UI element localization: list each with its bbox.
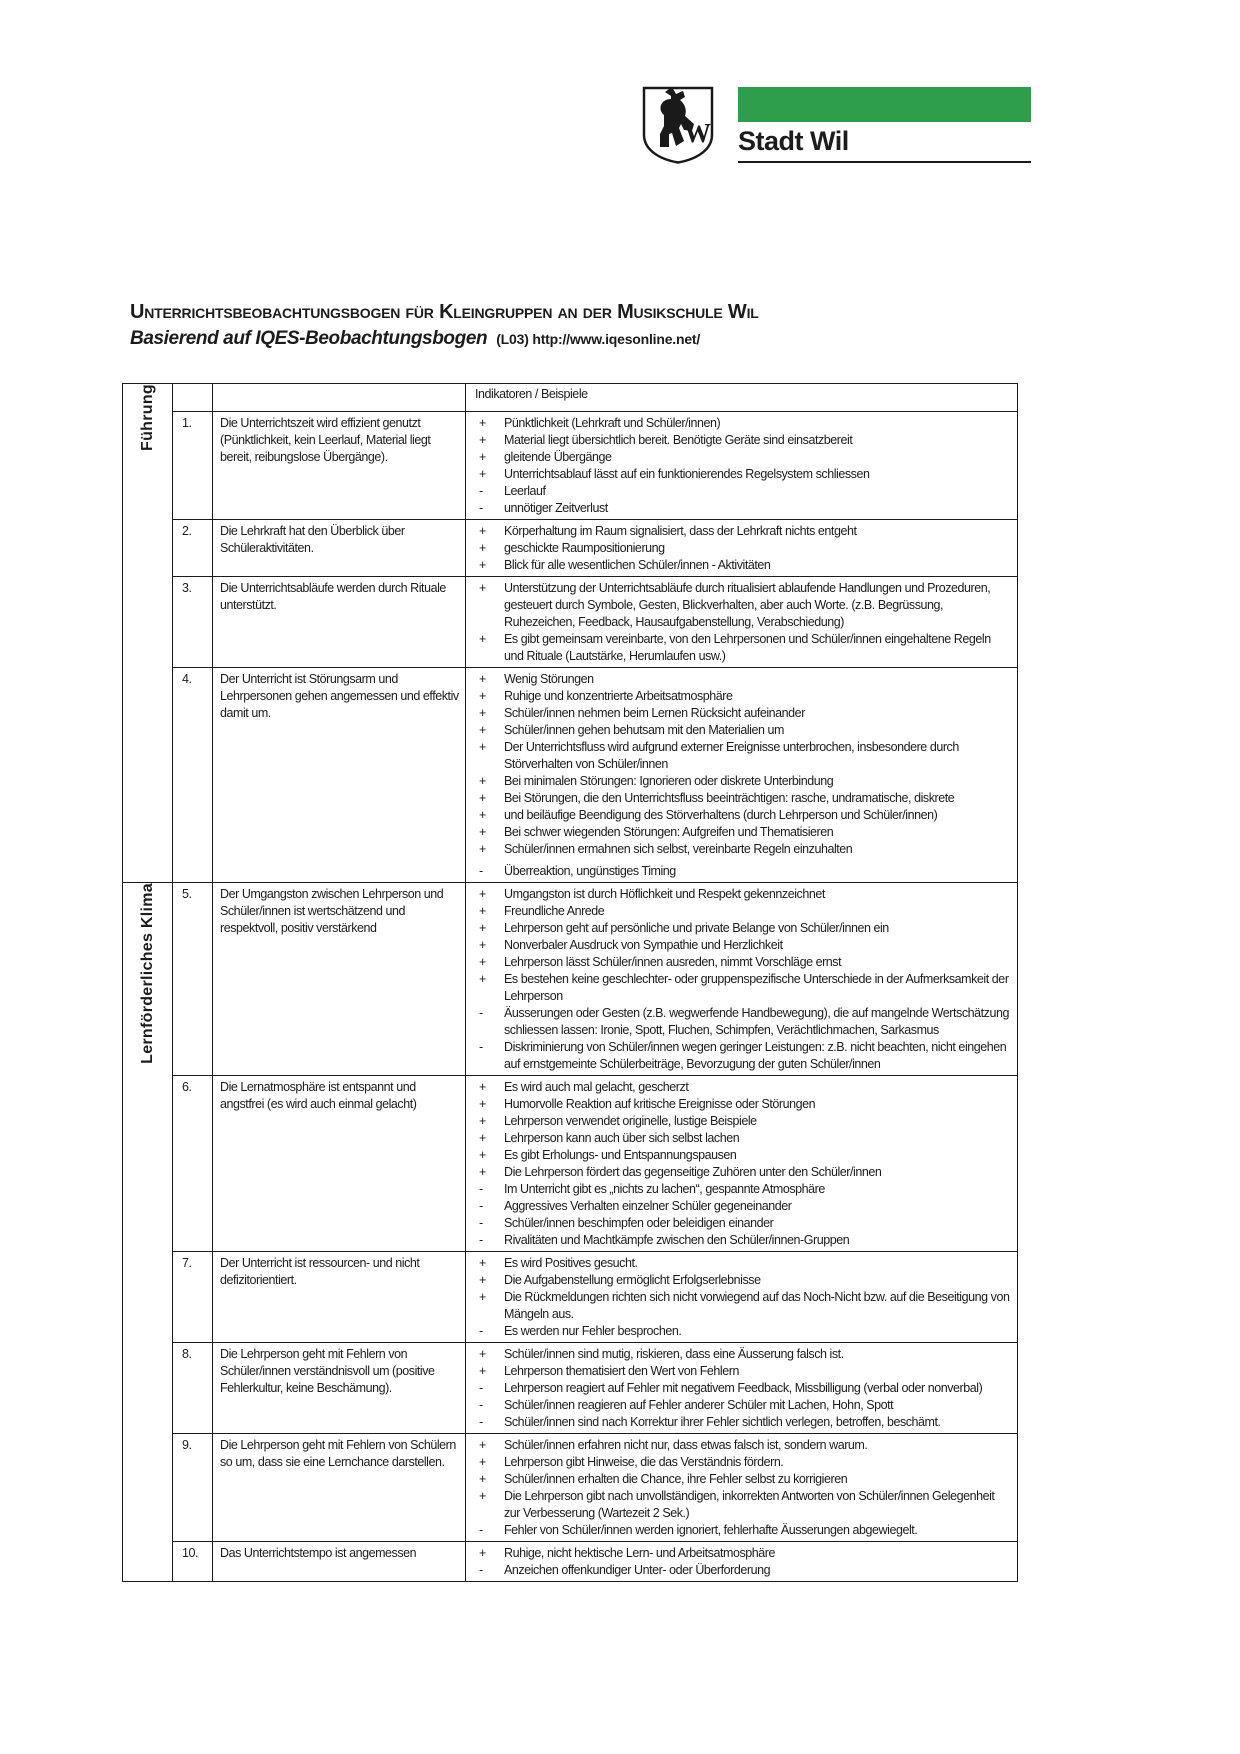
indicators-cell (466, 668, 1018, 883)
indicator-text: Bei minimalen Störungen: Ignorieren oder diskrete Unterbindung (504, 773, 834, 788)
indicator-text: Leerlauf (504, 483, 546, 498)
indicator-text: Lehrperson lässt Schüler/innen ausreden, nimmt Vorschläge ernst (504, 954, 842, 969)
indicator-sign: + (479, 773, 486, 788)
indicator-sign: + (479, 739, 486, 754)
indicator-text: Umgangston ist durch Höflichkeit und Respekt gekennzeichnet (504, 886, 825, 901)
indicator-text: geschickte Raumpositionierung (504, 540, 665, 555)
criterion-row (123, 1542, 1018, 1582)
indicator-sign: + (479, 415, 486, 430)
indicator-item (466, 466, 1013, 483)
indicator-text: Humorvolle Reaktion auf kritische Ereignisse oder Störungen (504, 1096, 816, 1111)
indicator-text: Überreaktion, ungünstiges Timing (504, 863, 676, 878)
indicator-item (466, 483, 1013, 500)
indicators-cell (466, 883, 1018, 1076)
indicator-sign: + (479, 824, 486, 839)
indicator-item (466, 449, 1013, 466)
indicator-item (466, 1079, 1013, 1096)
indicator-text: Körperhaltung im Raum signalisiert, dass der Lehrkraft nichts entgeht (504, 523, 857, 538)
indicator-sign: + (479, 1454, 486, 1469)
indicator-item (466, 920, 1013, 937)
indicator-sign: + (479, 1164, 486, 1179)
indicator-sign: - (479, 1323, 483, 1338)
indicator-item (466, 1522, 1013, 1539)
header-accent-bar (738, 87, 1031, 122)
indicators-cell (466, 577, 1018, 668)
indicator-text: Es gibt gemeinsam vereinbarte, von den Lehrpersonen und Schüler/innen eingehaltene Regeln und Rituale (Lautstärke, Herumlaufen usw.) (504, 631, 991, 663)
indicator-sign: - (479, 1522, 483, 1537)
indicators-header-row (123, 384, 1018, 412)
criterion-text: Die Lehrperson geht mit Fehlern von Schüler/innen verständnisvoll um (positive Fehlerkultur, keine Beschämung). (213, 1343, 466, 1434)
observation-table-fuehrung (122, 383, 1018, 883)
indicator-text: Unterrichtsablauf lässt auf ein funktionierendes Regelsystem schliessen (504, 466, 870, 481)
indicator-sign: + (479, 688, 486, 703)
indicator-item (466, 1215, 1013, 1232)
indicator-text: Freundliche Anrede (504, 903, 605, 918)
indicator-text: Anzeichen offenkundiger Unter- oder Überforderung (504, 1562, 771, 1577)
indicator-text: Nonverbaler Ausdruck von Sympathie und Herzlichkeit (504, 937, 783, 952)
indicator-item (466, 557, 1013, 574)
indicator-sign: - (479, 1181, 483, 1196)
indicator-item (466, 1488, 1013, 1522)
category-cell (123, 384, 173, 883)
indicator-sign: + (479, 1289, 486, 1304)
indicator-text: Pünktlichkeit (Lehrkraft und Schüler/innen) (504, 415, 721, 430)
indicator-item (466, 1130, 1013, 1147)
indicator-text: Die Lehrperson gibt nach unvollständigen, inkorrekten Antworten von Schüler/innen Gelegenheit zur Verbesserung (Wartezeit 2 Sek.) (504, 1488, 995, 1520)
criterion-number: 9. (173, 1434, 213, 1542)
indicator-sign: + (479, 1113, 486, 1128)
indicator-item (466, 1397, 1013, 1414)
indicator-sign: - (479, 1198, 483, 1213)
indicator-text: Die Rückmeldungen richten sich nicht vorwiegend auf das Noch-Nicht bzw. auf die Beseitigung von Mängeln aus. (504, 1289, 1010, 1321)
indicators-cell (466, 1076, 1018, 1252)
indicator-sign: + (479, 1346, 486, 1361)
indicator-text: Unterstützung der Unterrichtsabläufe durch ritualisiert ablaufende Handlungen und Prozeduren, gesteuert durch Symbole, Gesten, Blickverhalten, aber auch Worte. (z.B. Begrüssung, Ruhezeichen, Feedback, Hausaufgabenstellung, Verabschiedung) (504, 580, 991, 629)
indicator-text: Material liegt übersichtlich bereit. Benötigte Geräte sind einsatzbereit (504, 432, 853, 447)
empty-header-cell (213, 384, 466, 412)
empty-header-cell (173, 384, 213, 412)
indicator-text: Es bestehen keine geschlechter- oder gruppenspezifische Unterschiede in der Aufmerksamkeit der Lehrperson (504, 971, 1009, 1003)
indicator-text: Bei schwer wiegenden Störungen: Aufgreifen und Thematisieren (504, 824, 834, 839)
indicator-item (466, 1005, 1013, 1039)
indicator-sign: - (479, 1562, 483, 1577)
indicator-sign: - (479, 1380, 483, 1395)
criterion-number: 4. (173, 668, 213, 883)
indicator-item (466, 540, 1013, 557)
indicator-item (466, 523, 1013, 540)
indicators-cell (466, 1343, 1018, 1434)
indicator-text: Äusserungen oder Gesten (z.B. wegwerfende Handbewegung), die auf mangelnde Wertschätzung schliessen lassen: Ironie, Spott, Fluchen, Schimpfen, Verächtlichmachen, Sarkasmus (504, 1005, 1009, 1037)
indicator-text: Es gibt Erholungs- und Entspannungspausen (504, 1147, 737, 1162)
indicator-item (466, 824, 1013, 841)
indicator-text: Lehrperson kann auch über sich selbst lachen (504, 1130, 740, 1145)
stadt-wil-coat-of-arms-icon (640, 85, 716, 165)
criterion-text: Das Unterrichtstempo ist angemessen (213, 1542, 466, 1582)
indicator-item (466, 841, 1013, 858)
indicator-sign: - (479, 1397, 483, 1412)
indicator-text: Lehrperson reagiert auf Fehler mit negativem Feedback, Missbilligung (verbal oder nonverbal) (504, 1380, 983, 1395)
indicator-item (466, 1454, 1013, 1471)
criterion-text: Die Lehrkraft hat den Überblick über Schüleraktivitäten. (213, 520, 466, 577)
indicator-sign: + (479, 1363, 486, 1378)
category-label: Lernförderliches Klima (139, 883, 156, 1064)
indicator-sign: + (479, 807, 486, 822)
indicator-item (466, 886, 1013, 903)
indicator-item (466, 1039, 1013, 1073)
indicator-text: Schüler/innen reagieren auf Fehler anderer Schüler mit Lachen, Hohn, Spott (504, 1397, 894, 1412)
indicator-sign: + (479, 449, 486, 464)
indicator-sign: - (479, 1414, 483, 1429)
indicator-item (466, 1437, 1013, 1454)
indicator-item (466, 863, 1013, 880)
indicator-text: Blick für alle wesentlichen Schüler/innen - Aktivitäten (504, 557, 771, 572)
indicator-item (466, 1289, 1013, 1323)
indicator-item (466, 954, 1013, 971)
indicator-item (466, 1232, 1013, 1249)
criterion-number: 3. (173, 577, 213, 668)
indicator-sign: + (479, 841, 486, 856)
indicator-text: Der Unterrichtsfluss wird aufgrund externer Ereignisse unterbrochen, insbesondere durch Störverhalten von Schüler/innen (504, 739, 959, 771)
category-label: Führung (139, 384, 156, 451)
indicator-text: Es werden nur Fehler besprochen. (504, 1323, 682, 1338)
indicators-cell (466, 412, 1018, 520)
indicator-item (466, 790, 1013, 807)
indicator-item (466, 1255, 1013, 1272)
indicators-cell (466, 1542, 1018, 1582)
indicator-sign: + (479, 671, 486, 686)
indicator-sign: - (479, 1039, 483, 1054)
observation-table-lernfoerderliches-klima (122, 882, 1018, 1582)
indicator-sign: - (479, 1215, 483, 1230)
indicator-text: Lehrperson thematisiert den Wert von Fehlern (504, 1363, 739, 1378)
indicator-sign: + (479, 1545, 486, 1560)
criterion-row (123, 1434, 1018, 1542)
criterion-number: 1. (173, 412, 213, 520)
page-title: Unterrichtsbeobachtungsbogen für Kleingruppen an der Musikschule Wil (130, 301, 759, 323)
indicator-text: Fehler von Schüler/innen werden ignoriert, fehlerhafte Äusserungen abgewiegelt. (504, 1522, 918, 1537)
indicator-item (466, 580, 1013, 631)
criterion-text: Der Unterricht ist ressourcen- und nicht defizitorientiert. (213, 1252, 466, 1343)
indicator-sign: + (479, 937, 486, 952)
criterion-text: Der Umgangston zwischen Lehrperson und Schüler/innen ist wertschätzend und respektvoll, positiv verstärkend (213, 883, 466, 1076)
indicator-sign: - (479, 1232, 483, 1247)
indicator-text: Schüler/innen beschimpfen oder beleidigen einander (504, 1215, 774, 1230)
indicator-item (466, 1096, 1013, 1113)
indicator-item (466, 903, 1013, 920)
criterion-text: Der Unterricht ist Störungsarm und Lehrpersonen gehen angemessen und effektiv damit um. (213, 668, 466, 883)
indicator-sign: + (479, 1272, 486, 1287)
criterion-text: Die Lernatmosphäre ist entspannt und angstfrei (es wird auch einmal gelacht) (213, 1076, 466, 1252)
indicator-item (466, 773, 1013, 790)
brand-underline (738, 161, 1031, 163)
indicator-item (466, 739, 1013, 773)
criterion-row (123, 1076, 1018, 1252)
indicators-header-label: Indikatoren / Beispiele (466, 384, 1018, 412)
indicator-item (466, 1164, 1013, 1181)
indicator-item (466, 807, 1013, 824)
indicator-item (466, 1562, 1013, 1579)
indicators-cell (466, 1252, 1018, 1343)
criterion-text: Die Unterrichtsabläufe werden durch Rituale unterstützt. (213, 577, 466, 668)
indicator-text: Rivalitäten und Machtkämpfe zwischen den Schüler/innen-Gruppen (504, 1232, 850, 1247)
indicator-sign: - (479, 863, 483, 878)
indicator-text: Die Aufgabenstellung ermöglicht Erfolgserlebnisse (504, 1272, 761, 1287)
indicator-sign: + (479, 1130, 486, 1145)
indicator-text: Schüler/innen nehmen beim Lernen Rücksicht aufeinander (504, 705, 805, 720)
criterion-row (123, 1343, 1018, 1434)
indicator-sign: - (479, 500, 483, 515)
indicator-text: Schüler/innen sind nach Korrektur ihrer Fehler sichtlich verlegen, betroffen, beschämt. (504, 1414, 941, 1429)
indicator-sign: + (479, 971, 486, 986)
criterion-row (123, 412, 1018, 520)
indicator-item (466, 1272, 1013, 1289)
indicator-item (466, 1414, 1013, 1431)
indicator-item (466, 432, 1013, 449)
indicators-cell (466, 520, 1018, 577)
indicator-text: Ruhige und konzentrierte Arbeitsatmosphäre (504, 688, 733, 703)
indicator-item (466, 1380, 1013, 1397)
indicator-sign: + (479, 790, 486, 805)
criterion-row (123, 668, 1018, 883)
criterion-number: 8. (173, 1343, 213, 1434)
indicator-text: Diskriminierung von Schüler/innen wegen geringer Leistungen: z.B. nicht beachten, nicht eingehen auf ernstgemeinte Schülerbeiträge, Bevorzugung der guten Schüler/innen (504, 1039, 1007, 1071)
indicator-item (466, 1181, 1013, 1198)
indicator-item (466, 1471, 1013, 1488)
indicator-text: und beiläufige Beendigung des Störverhaltens (durch Lehrperson und Schüler/innen) (504, 807, 938, 822)
indicator-text: Im Unterricht gibt es „nichts zu lachen“, gespannte Atmosphäre (504, 1181, 825, 1196)
indicator-text: Bei Störungen, die den Unterrichtsfluss beeinträchtigen: rasche, undramatische, diskrete (504, 790, 955, 805)
criterion-row (123, 520, 1018, 577)
indicator-sign: + (479, 1147, 486, 1162)
indicator-text: Schüler/innen erhalten die Chance, ihre Fehler selbst zu korrigieren (504, 1471, 848, 1486)
indicator-text: Lehrperson gibt Hinweise, die das Verständnis fördern. (504, 1454, 784, 1469)
indicator-sign: + (479, 432, 486, 447)
criterion-number: 5. (173, 883, 213, 1076)
indicator-item (466, 1113, 1013, 1130)
indicator-text: Lehrperson geht auf persönliche und private Belange von Schüler/innen ein (504, 920, 889, 935)
indicator-item (466, 937, 1013, 954)
indicator-item (466, 1198, 1013, 1215)
indicator-text: Schüler/innen sind mutig, riskieren, dass eine Äusserung falsch ist. (504, 1346, 844, 1361)
indicator-sign: + (479, 903, 486, 918)
indicator-sign: + (479, 1488, 486, 1503)
indicator-item (466, 631, 1013, 665)
criterion-row (123, 883, 1018, 1076)
indicator-item (466, 671, 1013, 688)
indicator-sign: + (479, 1096, 486, 1111)
indicator-sign: - (479, 1005, 483, 1020)
indicator-sign: + (479, 466, 486, 481)
category-cell (123, 883, 173, 1582)
indicator-item (466, 1363, 1013, 1380)
indicator-sign: + (479, 920, 486, 935)
indicator-item (466, 500, 1013, 517)
indicator-text: unnötiger Zeitverlust (504, 500, 608, 515)
indicator-text: Schüler/innen erfahren nicht nur, dass etwas falsch ist, sondern warum. (504, 1437, 868, 1452)
indicator-text: Es wird Positives gesucht. (504, 1255, 638, 1270)
indicator-item (466, 1323, 1013, 1340)
criterion-text: Die Lehrperson geht mit Fehlern von Schülern so um, dass sie eine Lernchance darstellen. (213, 1434, 466, 1542)
indicator-sign: + (479, 631, 486, 646)
criterion-number: 6. (173, 1076, 213, 1252)
indicator-sign: + (479, 557, 486, 572)
indicator-sign: + (479, 540, 486, 555)
indicator-item (466, 1545, 1013, 1562)
indicator-item (466, 1346, 1013, 1363)
indicator-sign: + (479, 705, 486, 720)
indicator-text: Wenig Störungen (504, 671, 594, 686)
indicator-item (466, 722, 1013, 739)
indicator-text: Die Lehrperson fördert das gegenseitige Zuhören unter den Schüler/innen (504, 1164, 882, 1179)
criterion-number: 2. (173, 520, 213, 577)
brand-name: Stadt Wil (738, 126, 849, 156)
indicator-sign: + (479, 580, 486, 595)
svg-text:W: W (684, 118, 711, 148)
indicator-text: Aggressives Verhalten einzelner Schüler gegeneinander (504, 1198, 792, 1213)
indicator-item (466, 705, 1013, 722)
indicator-text: gleitende Übergänge (504, 449, 612, 464)
indicator-item (466, 971, 1013, 1005)
indicator-text: Schüler/innen ermahnen sich selbst, vereinbarte Regeln einzuhalten (504, 841, 853, 856)
indicator-text: Ruhige, nicht hektische Lern- und Arbeitsatmosphäre (504, 1545, 775, 1560)
indicator-item (466, 688, 1013, 705)
indicator-text: Schüler/innen gehen behutsam mit den Materialien um (504, 722, 785, 737)
indicator-sign: + (479, 523, 486, 538)
criterion-row (123, 1252, 1018, 1343)
indicator-text: Lehrperson verwendet originelle, lustige Beispiele (504, 1113, 757, 1128)
criterion-text: Die Unterrichtszeit wird effizient genutzt (Pünktlichkeit, kein Leerlauf, Material liegt bereit, reibungslose Übergänge). (213, 412, 466, 520)
indicator-sign: - (479, 483, 483, 498)
indicator-text: Es wird auch mal gelacht, gescherzt (504, 1079, 689, 1094)
criterion-number: 10. (173, 1542, 213, 1582)
indicator-sign: + (479, 886, 486, 901)
indicator-sign: + (479, 954, 486, 969)
page-subtitle (130, 328, 700, 350)
indicator-sign: + (479, 1255, 486, 1270)
criterion-row (123, 577, 1018, 668)
indicators-cell (466, 1434, 1018, 1542)
indicator-item (466, 1147, 1013, 1164)
indicator-sign: + (479, 722, 486, 737)
indicator-sign: + (479, 1079, 486, 1094)
subtitle-reference-link: (L03) http://www.iqesonline.net/ (496, 331, 701, 347)
indicator-item (466, 415, 1013, 432)
indicator-sign: + (479, 1437, 486, 1452)
subtitle-source: Basierend auf IQES-Beobachtungsbogen (130, 328, 488, 349)
indicator-sign: + (479, 1471, 486, 1486)
criterion-number: 7. (173, 1252, 213, 1343)
